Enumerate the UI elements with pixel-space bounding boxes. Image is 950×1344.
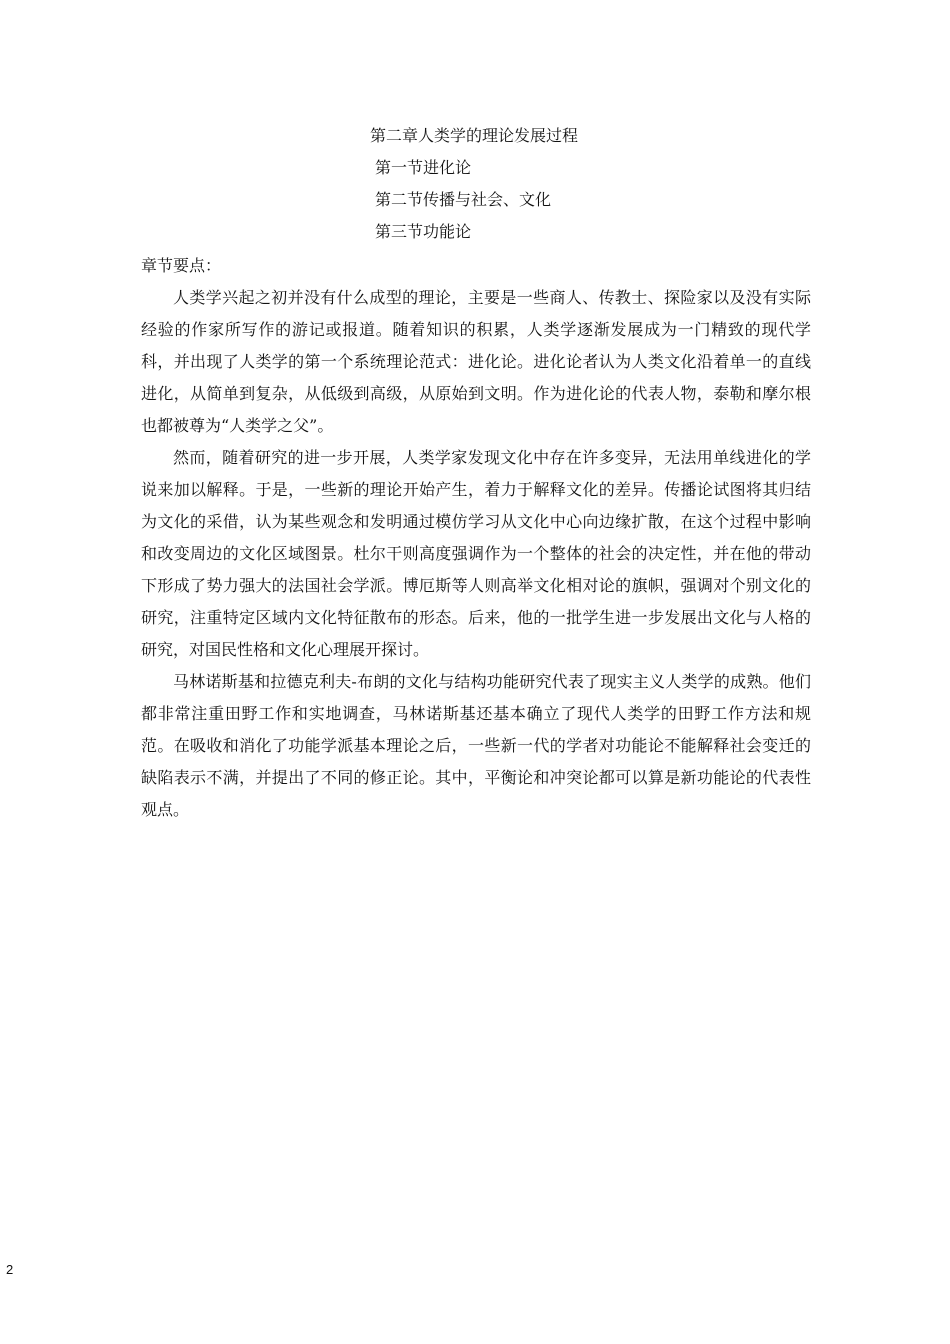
section-heading-3: 第三节功能论 bbox=[375, 222, 472, 241]
chapter-title: 第二章人类学的理论发展过程 bbox=[370, 126, 579, 145]
body-paragraph-2: 然而，随着研究的进一步开展，人类学家发现文化中存在许多变异，无法用单线进化的学说来加以解释。于是，一些新的理论开始产生，着力于解释文化的差异。传播论试图将其归结为文化的采借，认为某些观念和发明通过模仿学习从文化中心向边缘扩散，在这个过程中影响和改变周边的文化区域图景。杜尔干则高度强调作为一个整体的社会的决定性，并在他的带动下形成了势力强大的法国社会学派。博厄斯等人则高举文化相对论的旗帜，强调对个别文化的研究，注重特定区域内文化特征散布的形态。后来，他的一批学生进一步发展出文化与人格的研究，对国民性格和文化心理展开探讨。 bbox=[141, 448, 811, 659]
section-heading-2: 第二节传播与社会、文化 bbox=[375, 190, 552, 209]
body-paragraph-1: 人类学兴起之初并没有什么成型的理论，主要是一些商人、传教士、探险家以及没有实际经验的作家所写作的游记或报道。随着知识的积累，人类学逐渐发展成为一门精致的现代学科，并出现了人类学的第一个系统理论范式：进化论。进化论者认为人类文化沿着单一的直线进化，从简单到复杂，从低级到高级，从原始到文明。作为进化论的代表人物，泰勒和摩尔根也都被尊为“人类学之父”。 bbox=[141, 288, 811, 435]
section-heading-1: 第一节进化论 bbox=[375, 158, 472, 177]
body-paragraph-3: 马林诺斯基和拉德克利夫-布朗的文化与结构功能研究代表了现实主义人类学的成熟。他们都非常注重田野工作和实地调查，马林诺斯基还基本确立了现代人类学的田野工作方法和规范。在吸收和消化了功能学派基本理论之后，一些新一代的学者对功能论不能解释社会变迁的缺陷表示不满，并提出了不同的修正论。其中，平衡论和冲突论都可以算是新功能论的代表性观点。 bbox=[141, 672, 811, 819]
page-number: 2 bbox=[6, 1262, 14, 1277]
key-points-label: 章节要点： bbox=[141, 256, 222, 275]
